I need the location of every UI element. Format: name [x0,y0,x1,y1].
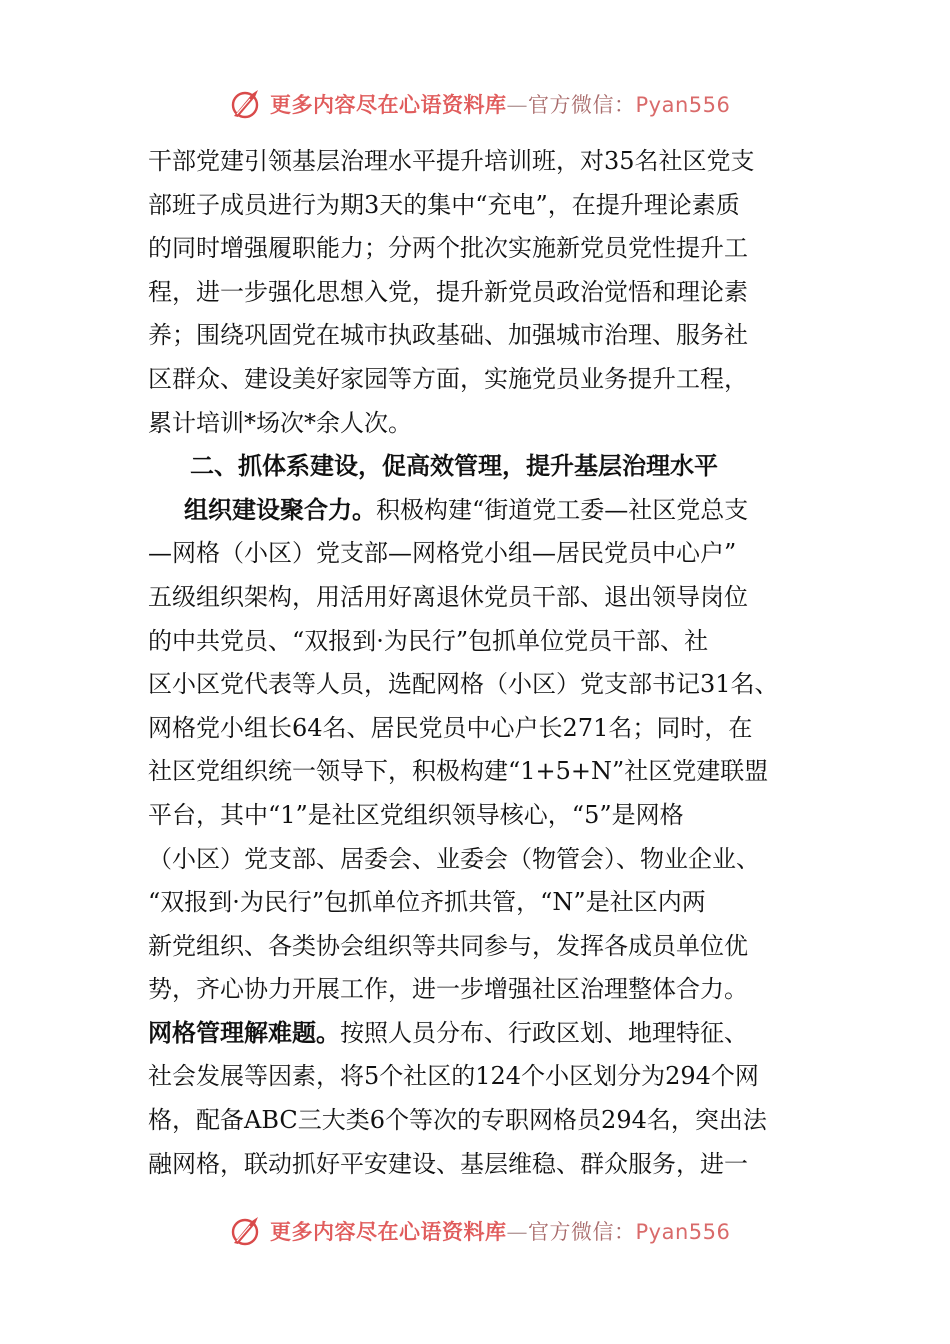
text-line: 区小区党代表等人员，选配网格（小区）党支部书记31名、 [148,670,779,699]
text-line: 格，配备ABC三大类6个等次的专职网格员294名，突出法 [148,1106,767,1135]
text-span: 按照人员分布、行政区划、地理特征、 [340,1018,748,1047]
watermark-text [270,89,730,119]
text-span: 积极构建“街道党工委—社区党总支 [376,495,749,524]
text-line: 养；围绕巩固党在城市执政基础、加强城市治理、服务社 [148,321,748,350]
text-line: 新党组织、各类协会组织等共同参与，发挥各成员单位优 [148,931,748,960]
paragraph-lead: 网格管理解难题。 [148,1018,340,1047]
text-line: 势，齐心协力开展工作，进一步增强社区治理整体合力。 [148,975,748,1004]
text-line [148,1012,808,1056]
watermark-main: 更多内容尽在心语资料库 [270,92,507,117]
watermark-text [270,1216,730,1246]
text-line [148,489,808,533]
text-line: （小区）党支部、居委会、业委会（物管会）、物业企业、 [148,844,760,873]
watermark-footer [228,1211,748,1251]
text-line: 五级组织架构，用活用好离退休党员干部、退出领导岗位 [148,582,748,611]
watermark-header [228,84,748,124]
text-line: 的同时增强履职能力；分两个批次实施新党员党性提升工 [148,234,748,263]
document-body [148,140,808,1186]
text-line: —网格（小区）党支部—网格党小组—居民党员中心户” [148,539,737,568]
text-line: 部班子成员进行为期3天的集中“充电”，在提升理论素质 [148,190,740,219]
watermark-official: 官方微信： [528,93,636,117]
quill-logo-icon [228,1213,264,1249]
paragraph-lead: 组织建设聚合力。 [184,495,376,524]
watermark-sep: — [506,93,528,117]
text-line: 社区党组织统一领导下，积极构建“1+5+N”社区党建联盟 [148,757,769,786]
text-line: 融网格，联动抓好平安建设、基层维稳、群众服务，进一 [148,1149,748,1178]
text-line: 累计培训*场次*余人次。 [148,408,412,437]
section-heading: 二、抓体系建设，促高效管理，提升基层治理水平 [190,452,718,481]
text-line: 干部党建引领基层治理水平提升培训班，对35名社区党支 [148,147,755,175]
text-line: “双报到·为民行”包抓单位齐抓共管，“N”是社区内两 [148,888,706,917]
paragraph-grid-management [148,1012,808,1186]
text-line: 程，进一步强化思想入党，提升新党员政治觉悟和理论素 [148,277,748,306]
watermark-id: Pyan556 [635,1220,731,1244]
watermark-sep: — [506,1220,528,1244]
text-line: 平台，其中“1”是社区党组织领导核心，“5”是网格 [148,800,684,829]
text-line: 区群众、建设美好家园等方面，实施党员业务提升工程， [148,364,748,393]
watermark-official: 官方微信： [528,1220,636,1244]
watermark-main: 更多内容尽在心语资料库 [270,1219,507,1244]
paragraph-training [148,140,808,445]
text-line: 网格党小组长64名、居民党员中心户长271名；同时，在 [148,713,753,742]
text-line: 的中共党员、“双报到·为民行”包抓单位党员干部、社 [148,626,709,655]
paragraph-organization [148,489,808,1012]
text-line: 社会发展等因素，将5个社区的124个小区划分为294个网 [148,1062,759,1091]
watermark-id: Pyan556 [635,93,731,117]
quill-logo-icon [228,86,264,122]
